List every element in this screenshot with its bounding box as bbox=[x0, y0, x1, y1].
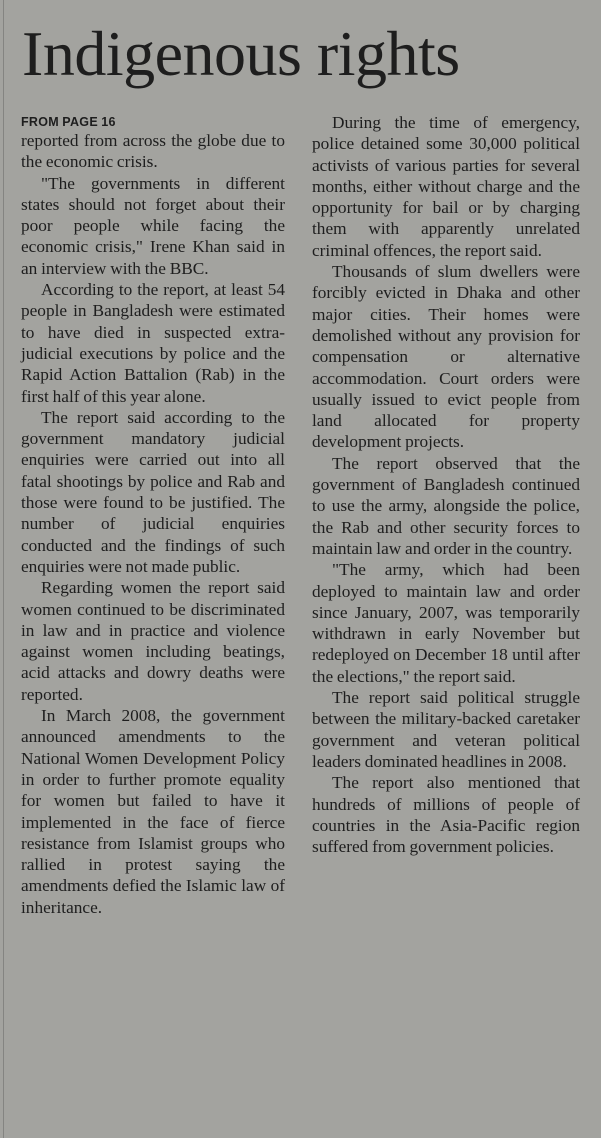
paragraph: The report said political struggle between the military-backed caretaker government and veteran political leaders dominated headlines in 2008. bbox=[312, 688, 580, 771]
paragraph: The report also mentioned that hundreds of millions of people of countries in the Asia-Pacific region suffered from government policies. bbox=[312, 773, 580, 857]
column-rule bbox=[3, 0, 4, 1138]
paragraph: reported from across the globe due to the economic crisis. bbox=[21, 131, 285, 172]
paragraph: The report said according to the government mandatory judicial enquiries were carried out into all fatal shootings by police and Rab and those were found to be justified. The number of judicial enquiries conducted and the findings of such enquiries were not made public. bbox=[21, 407, 285, 576]
paragraph: The report observed that the government of Bangladesh continued to use the army, alongside the police, the Rab and other security forces to maintain law and order in the country. bbox=[312, 453, 580, 558]
left-column bbox=[21, 112, 285, 918]
paragraph: During the time of emergency, police detained some 30,000 political activists of various parties for several months, either without charge and the opportunity for bail or by charging them with apparently unrelated criminal offences, the report said. bbox=[312, 113, 580, 260]
paragraph: "The army, which had been deployed to maintain law and order since January, 2007, was temporarily withdrawn in early November but redeployed on December 18 until after the elections," the report said. bbox=[312, 560, 580, 686]
paragraph: "The governments in different states should not forget about their poor people while facing the economic crisis," Irene Khan said in an interview with the BBC. bbox=[21, 173, 285, 278]
continued-from-label: FROM PAGE 16 bbox=[21, 115, 116, 129]
paragraph: According to the report, at least 54 people in Bangladesh were estimated to have died in suspected extra-judicial executions by police and the Rapid Action Battalion (Rab) in the first half of this year alone. bbox=[21, 280, 285, 406]
paragraph: Thousands of slum dwellers were forcibly evicted in Dhaka and other major cities. Their homes were demolished without any provision for compensation or alternative accommodation. Court orders were usually issued to evict people from land allocated for property development projects. bbox=[312, 262, 580, 452]
paragraph: In March 2008, the government announced amendments to the National Women Development Policy in order to further promote equality for women but failed to have it implemented in the face of fierce resistance from Islamist groups who rallied in protest saying the amendments defied the Islamic law of inheritance. bbox=[21, 706, 285, 917]
right-column bbox=[312, 112, 580, 857]
paragraph: Regarding women the report said women continued to be discriminated in law and in practice and violence against women including beatings, acid attacks and dowry deaths were reported. bbox=[21, 578, 285, 704]
headline: Indigenous rights bbox=[22, 18, 460, 89]
